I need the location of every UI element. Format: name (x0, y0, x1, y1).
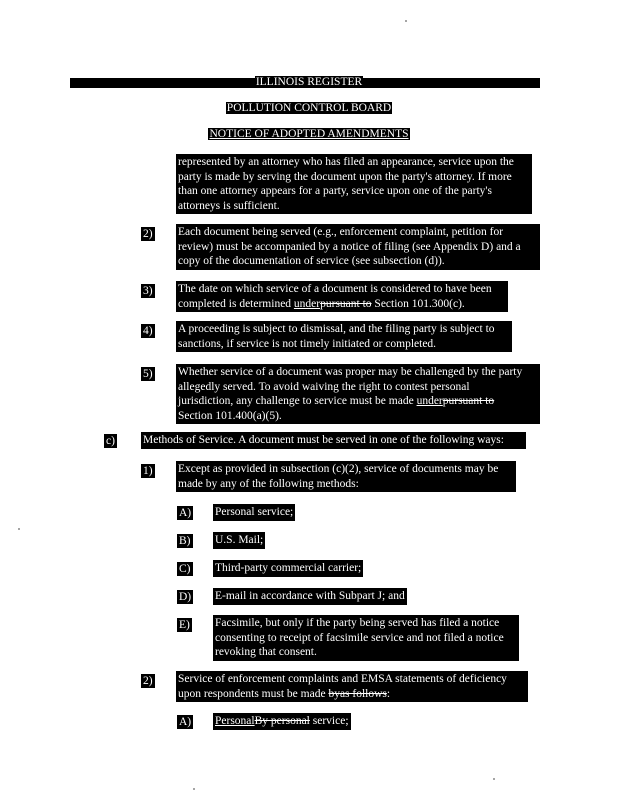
paragraph-line: Section 101.400(a)(5). (178, 409, 282, 422)
paragraph-line: Methods of Service. A document must be served in one of the following ways: (143, 434, 504, 446)
item-label: 2) (143, 675, 153, 687)
deleted-text: pursuant to (442, 395, 495, 408)
inserted-text: Personal (215, 715, 255, 727)
paragraph-line: consenting to receipt of facsimile service and not filed a notice (215, 631, 504, 644)
item-4-text (176, 321, 512, 352)
subitem-label: E) (179, 619, 190, 631)
paragraph-line: Facsimile, but only if the party being served has filed a notice (215, 617, 500, 629)
deleted-text: By personal (254, 715, 310, 727)
paragraph-line: upon respondents must be made byas follows: (178, 687, 391, 700)
item-label: 3) (143, 285, 153, 297)
register-title: ILLINOIS REGISTER (255, 76, 363, 88)
paragraph-line: A proceeding is subject to dismissal, and the filing party is subject to (178, 323, 495, 335)
scan-speck (493, 778, 495, 780)
paragraph-line: The date on which service of a document is considered to have been (178, 283, 492, 295)
scan-speck (405, 20, 407, 22)
board-title: POLLUTION CONTROL BOARD (226, 102, 392, 114)
inserted-text: under (293, 297, 321, 310)
subitem-label: C) (179, 563, 191, 575)
item-label: 5) (143, 368, 153, 380)
scan-speck (193, 788, 195, 790)
subitem-text: E-mail in accordance with Subpart J; and (213, 588, 407, 605)
notice-title: NOTICE OF ADOPTED AMENDMENTS (209, 128, 409, 140)
section-c-text (141, 432, 526, 449)
subitem-e-text (213, 615, 519, 661)
section-label: c) (106, 435, 115, 447)
item-3-text (176, 281, 508, 312)
scan-speck (18, 528, 20, 530)
item-label: 1) (143, 465, 153, 477)
item-label: 4) (143, 325, 153, 337)
c1-text (176, 461, 516, 492)
notice-title-row (0, 128, 618, 141)
register-title-row (0, 76, 618, 89)
paragraph-line: Service of enforcement complaints and EMSA statements of deficiency (178, 673, 507, 685)
subitem-label: B) (179, 535, 191, 547)
paragraph-line: Each document being served (e.g., enforcement complaint, petition for (178, 226, 504, 238)
paragraph-line: Except as provided in subsection (c)(2), service of documents may be (178, 463, 499, 475)
paragraph-line: revoking that consent. (215, 646, 317, 659)
paragraph-line: Whether service of a document was proper may be challenged by the party (178, 366, 523, 378)
continuation-paragraph (176, 154, 532, 214)
paragraph-line: sanctions, if service is not timely initiated or completed. (178, 337, 437, 350)
subitem-label: A) (179, 716, 192, 728)
item-label: 2) (143, 228, 153, 240)
paragraph-line: than one attorney appears for a party, service upon one of the party's (178, 185, 492, 198)
subitem-text: U.S. Mail; (213, 532, 265, 549)
board-title-row (0, 102, 618, 115)
paragraph-line: made by any of the following methods: (178, 477, 359, 490)
deleted-text: byas follows (328, 687, 387, 700)
c2-text (176, 671, 528, 702)
paragraph-line: attorneys is sufficient. (178, 199, 280, 212)
paragraph-line: party is made by serving the document upon the party's attorney. If more (178, 170, 512, 183)
paragraph-line: allegedly served. To avoid waiving the right to contest personal (178, 380, 470, 393)
paragraph-line: review) must be accompanied by a notice of filing (see Appendix D) and a (178, 240, 521, 253)
paragraph-line: represented by an attorney who has filed an appearance, service upon the (178, 156, 514, 168)
item-2-text (176, 224, 540, 270)
paragraph-line: completed is determined underpursuant to Section 101.300(c). (178, 297, 465, 310)
subitem-label: A) (179, 507, 192, 519)
paragraph-line: copy of the documentation of service (see subsection (d)). (178, 255, 445, 268)
item-5-text (176, 364, 540, 424)
inserted-text: under (416, 395, 443, 408)
subitem-text: Personal service; (213, 504, 295, 521)
paragraph-line: jurisdiction, any challenge to service must be made underpursuant to (178, 395, 495, 408)
deleted-text: pursuant to (320, 297, 372, 310)
subitem-label: D) (179, 591, 192, 603)
subitem-text: Third-party commercial carrier; (213, 560, 363, 577)
c2-subitem-text: PersonalBy personal service; (213, 713, 351, 730)
